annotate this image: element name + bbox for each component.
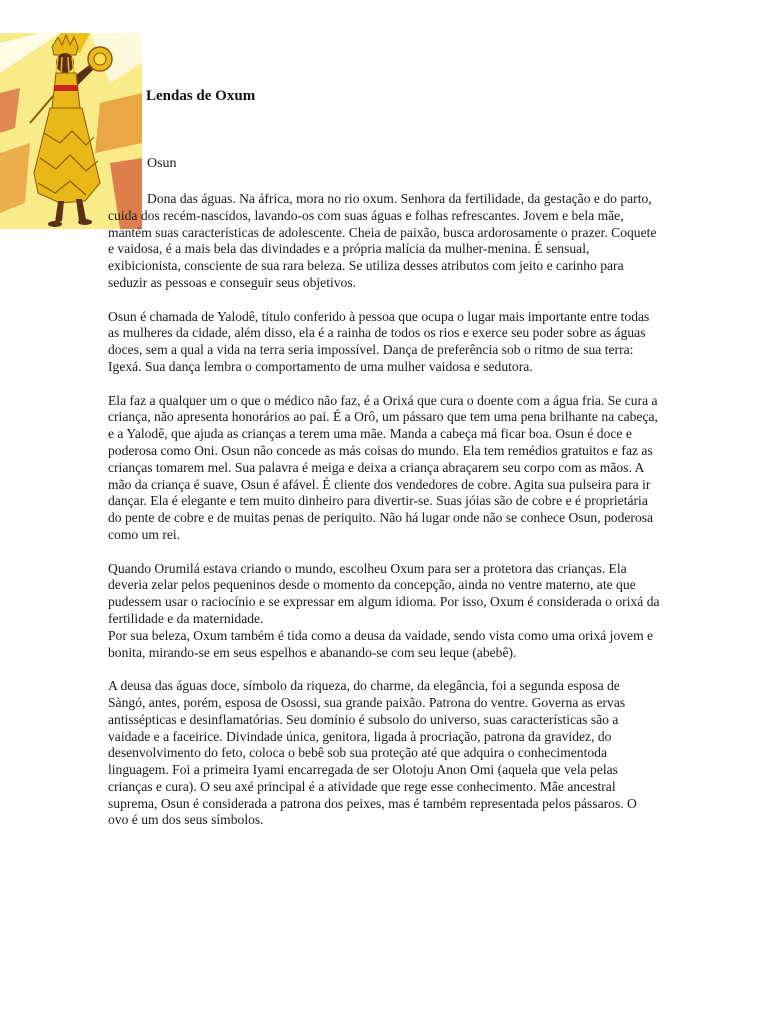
document-body bbox=[108, 191, 660, 846]
document-title: Lendas de Oxum bbox=[146, 88, 256, 104]
document-subtitle: Osun bbox=[147, 156, 177, 171]
paragraph: Osun é chamada de Yalodê, título conferido à pessoa que ocupa o lugar mais importante entre todas as mulheres da cidade, além disso, ela é a rainha de todos os rios e exerce seu poder sobre as águas doces, sem a qual a vida na terra seria impossível. Dança de preferência sob o ritmo de sua terra: Igexá. Sua dança lembra o comportamento de uma mulher vaidosa e sedutora. bbox=[108, 308, 650, 374]
paragraph: Ela faz a qualquer um o que o médico não faz, é a Orixá que cura o doente com a água fria. Se cura a criança, não apresenta honorários ao pai. É a Orô, um pássaro que tem uma pena brilhante na cabeça, e a Yalodê, que ajuda as crianças a terem uma mãe. Manda a cabeça má ficar boa. Osun é doce e poderosa como Oni. Osun não concede as más coisas do mundo. Ela tem remédios gratuitos e faz as crianças tomarem mel. Sua palavra é meiga e deixa a criança abraçarem seu corpo com as mãos. A mão da criança é suave, Osun é afável. É cliente dos vendedores de cobre. Agita sua pulseira para ir dançar. Ela é elegante e tem muito dinheiro para divertir-se. Suas jóias são de cobre e é proprietária do pente de cobre e de muitas penas de periquito. Não há lugar onde não se conhece Osun, poderosa como um rei. bbox=[108, 392, 658, 542]
paragraph: A deusa das águas doce, símbolo da riqueza, do charme, da elegância, foi a segunda esposa de Sàngó, antes, porém, esposa de Osossi, sua grande paixão. Patrona do ventre. Governa as ervas antissépticas e desinflamatórias. Seu domínio é subsolo do universo, suas características são a vaidade e a faceirice. Divindade única, genitora, ligada à procriação, patrona da gravidez, do desenvolvimento do feto, coloca o bebê sob sua proteção até que adquira o conhecimentoda linguagem. Foi a primeira Iyami encarregada de ser Olotoju Anon Omi (aquela que vela pelas crianças e cura). O seu axé principal é a atividade que rege esse conhecimento. Mãe ancestral suprema, Osun é considerada a patrona dos peixes, mas é também representada pelos pássaros. O ovo é um dos seus símbolos. bbox=[108, 678, 637, 828]
paragraph: Dona das águas. Na áfrica, mora no rio oxum. Senhora da fertilidade, da gestação e do parto, cuida dos recém-nascidos, lavando-os com suas águas e folhas refrescantes. Jovem e bela mãe, mantém suas características de adolescente. Cheia de paixão, busca ardorosamente o prazer. Coquete e vaidosa, é a mais bela das divindades e a própria malícia da mulher-menina. É sensual, exibicionista, consciente de sua rara beleza. Se utiliza desses atributos com jeito e carinho para seduzir as pessoas e conseguir seus objetivos. bbox=[108, 191, 657, 290]
paragraph: Quando Orumilá estava criando o mundo, escolheu Oxum para ser a protetora das crianças. Ela deveria zelar pelos pequeninos desde o momento da concepção, ainda no ventre materno, ate que pudessem usar o raciocínio e se expressar em algum idioma. Por isso, Oxum é considerada o orixá da fertilidade e da maternidade. bbox=[108, 560, 660, 626]
paragraph: Por sua beleza, Oxum também é tida como a deusa da vaidade, sendo vista como uma orixá jovem e bonita, mirando-se em seus espelhos e abanando-se com seu leque (abebê). bbox=[108, 627, 654, 660]
